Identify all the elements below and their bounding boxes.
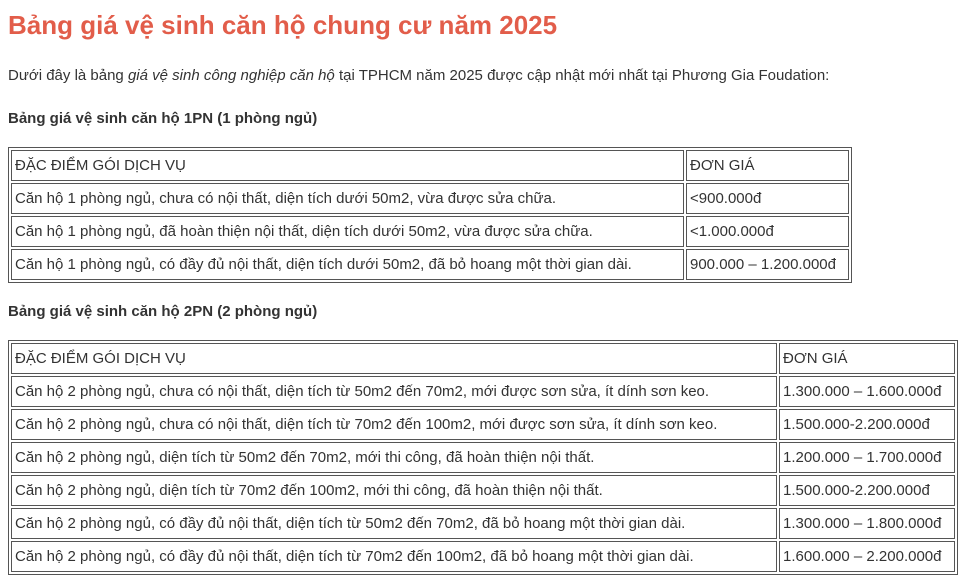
intro-italic-phrase: giá vệ sinh công nghiệp căn hộ	[127, 67, 335, 84]
price-cell: 1.500.000-2.200.000đ	[779, 475, 955, 506]
description-cell: Căn hộ 1 phòng ngủ, đã hoàn thiện nội thất, diện tích dưới 50m2, vừa được sửa chữa.	[11, 216, 684, 247]
header-cell-price: ĐƠN GIÁ	[779, 343, 955, 374]
price-cell: 1.200.000 – 1.700.000đ	[779, 442, 955, 473]
description-cell: Căn hộ 1 phòng ngủ, chưa có nội thất, diện tích dưới 50m2, vừa được sửa chữa.	[11, 183, 684, 214]
price-table-1pn	[8, 147, 852, 283]
section-heading-2pn: Bảng giá vệ sinh căn hộ 2PN (2 phòng ngủ)	[8, 303, 318, 320]
section-heading-1pn: Bảng giá vệ sinh căn hộ 1PN (1 phòng ngủ)	[8, 110, 318, 127]
table-row	[11, 442, 955, 473]
description-cell: Căn hộ 1 phòng ngủ, có đầy đủ nội thất, diện tích dưới 50m2, đã bỏ hoang một thời gian dài.	[11, 249, 684, 280]
intro-paragraph	[8, 67, 829, 84]
description-cell: Căn hộ 2 phòng ngủ, có đầy đủ nội thất, diện tích từ 50m2 đến 70m2, đã bỏ hoang một thời gian dài.	[11, 508, 777, 539]
table-row	[11, 409, 955, 440]
table-row	[11, 249, 849, 280]
price-table-2pn	[8, 340, 958, 575]
table-row	[11, 508, 955, 539]
price-cell: 1.600.000 – 2.200.000đ	[779, 541, 955, 572]
header-cell-price: ĐƠN GIÁ	[686, 150, 849, 181]
table-row	[11, 475, 955, 506]
description-cell: Căn hộ 2 phòng ngủ, diện tích từ 70m2 đến 100m2, mới thi công, đã hoàn thiện nội thất.	[11, 475, 777, 506]
table-row	[11, 183, 849, 214]
header-cell-description: ĐẶC ĐIỂM GÓI DỊCH VỤ	[11, 343, 777, 374]
table-header-row	[11, 150, 849, 181]
description-cell: Căn hộ 2 phòng ngủ, chưa có nội thất, diện tích từ 70m2 đến 100m2, mới được sơn sửa, ít dính sơn keo.	[11, 409, 777, 440]
description-cell: Căn hộ 2 phòng ngủ, chưa có nội thất, diện tích từ 50m2 đến 70m2, mới được sơn sửa, ít dính sơn keo.	[11, 376, 777, 407]
table-row	[11, 216, 849, 247]
price-cell: 900.000 – 1.200.000đ	[686, 249, 849, 280]
table-row	[11, 376, 955, 407]
description-cell: Căn hộ 2 phòng ngủ, diện tích từ 50m2 đến 70m2, mới thi công, đã hoàn thiện nội thất.	[11, 442, 777, 473]
intro-text-after: tại TPHCM năm 2025 được cập nhật mới nhất tại Phương Gia Foudation:	[334, 67, 830, 84]
price-cell: 1.500.000-2.200.000đ	[779, 409, 955, 440]
description-cell: Căn hộ 2 phòng ngủ, có đầy đủ nội thất, diện tích từ 70m2 đến 100m2, đã bỏ hoang một thời gian dài.	[11, 541, 777, 572]
table-row	[11, 541, 955, 572]
page-title: Bảng giá vệ sinh căn hộ chung cư năm 2025	[8, 10, 558, 40]
price-cell: <1.000.000đ	[686, 216, 849, 247]
price-cell: <900.000đ	[686, 183, 849, 214]
header-cell-description: ĐẶC ĐIỂM GÓI DỊCH VỤ	[11, 150, 684, 181]
table-header-row	[11, 343, 955, 374]
price-cell: 1.300.000 – 1.800.000đ	[779, 508, 955, 539]
price-cell: 1.300.000 – 1.600.000đ	[779, 376, 955, 407]
intro-text-before: Dưới đây là bảng	[8, 67, 128, 84]
